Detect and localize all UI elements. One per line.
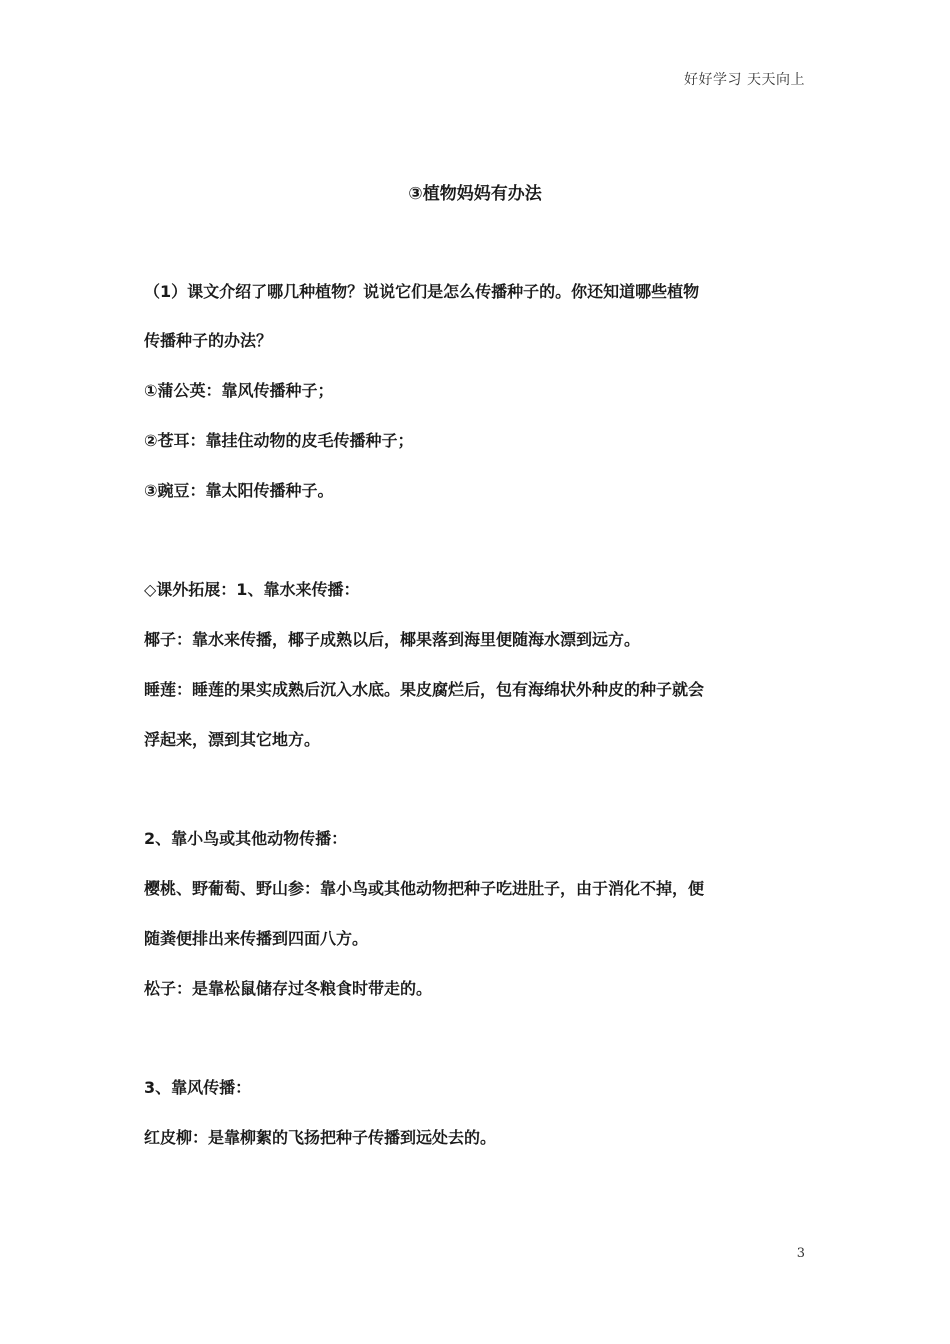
question-line-1: （1）课文介绍了哪几种植物？说说它们是怎么传播种子的。你还知道哪些植物	[144, 282, 700, 301]
section3-willow: 红皮柳：是靠柳絮的飞扬把种子传播到远处去的。	[144, 1128, 497, 1147]
page-number: 3	[796, 1246, 805, 1261]
section2-cherry-line-1: 樱桃、野葡萄、野山参：靠小鸟或其他动物把种子吃进肚子，由于消化不掉，便	[144, 879, 705, 898]
question-line-2: 传播种子的办法？	[144, 331, 273, 350]
answer-pea: ③豌豆：靠太阳传播种子。	[144, 481, 334, 500]
section2-pine: 松子：是靠松鼠储存过冬粮食时带走的。	[144, 979, 433, 998]
extension-lotus-line-2: 浮起来，漂到其它地方。	[144, 730, 321, 749]
answer-cocklebur: ②苍耳：靠挂住动物的皮毛传播种子；	[144, 431, 414, 450]
extension-coconut: 椰子：靠水来传播，椰子成熟以后，椰果落到海里便随海水漂到远方。	[144, 630, 641, 649]
page-title: ③植物妈妈有办法	[408, 184, 542, 204]
page-header: 好好学习 天天向上	[684, 72, 805, 88]
answer-dandelion: ①蒲公英：靠风传播种子；	[144, 381, 334, 400]
section3-heading: 3、靠风传播：	[144, 1078, 252, 1097]
section2-heading: 2、靠小鸟或其他动物传播：	[144, 829, 348, 848]
extension-heading: ◇课外拓展：1、靠水来传播：	[144, 580, 360, 599]
section2-cherry-line-2: 随粪便排出来传播到四面八方。	[144, 929, 369, 948]
extension-lotus-line-1: 睡莲：睡莲的果实成熟后沉入水底。果皮腐烂后，包有海绵状外种皮的种子就会	[144, 680, 705, 699]
